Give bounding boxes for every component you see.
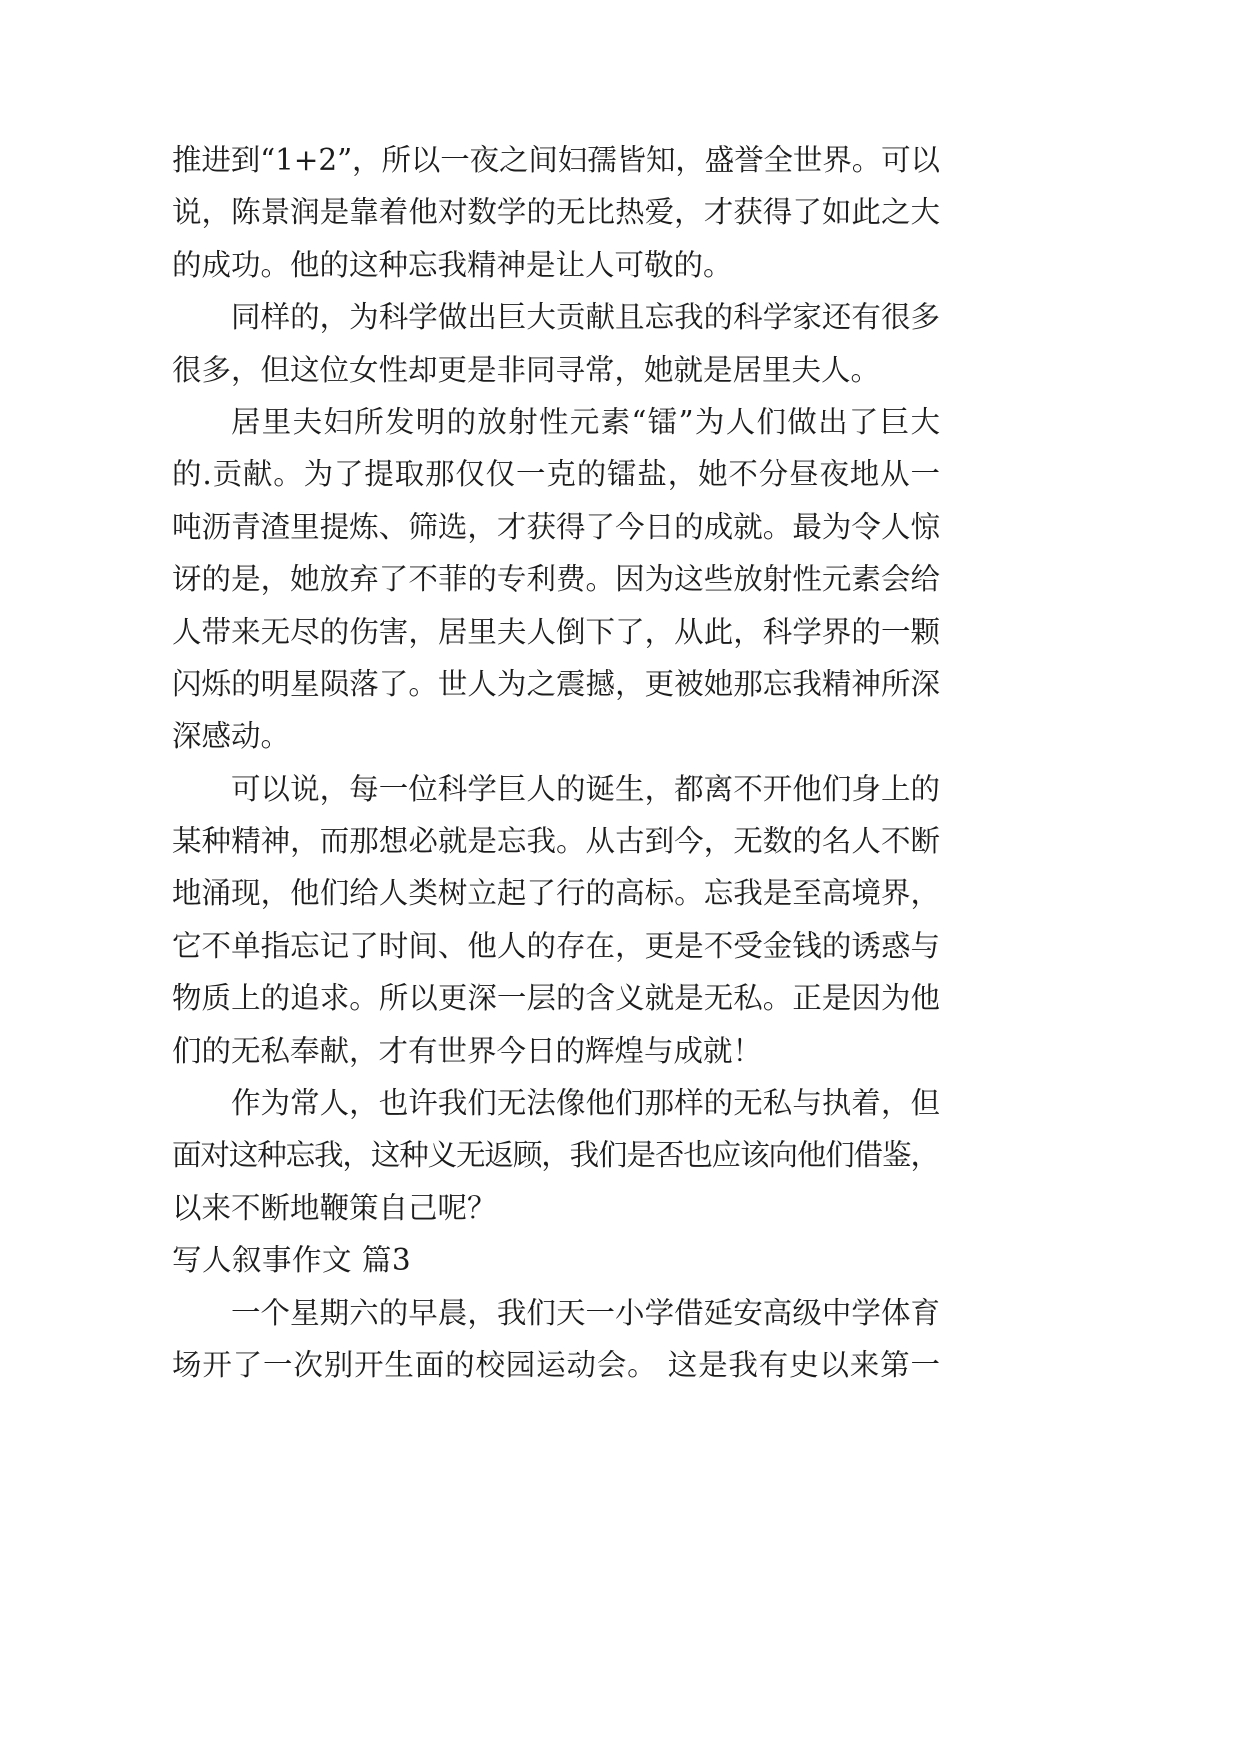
paragraph: [172, 134, 940, 291]
paragraph-line: 吨沥青渣里提炼、筛选，才获得了今日的成就。最为令人惊: [172, 509, 941, 544]
paragraph-line: 面对这种忘我，这种义无返顾，我们是否也应该向他们借鉴，: [172, 1138, 939, 1173]
paragraph-line: 以来不断地鞭策自己呢？: [172, 1190, 497, 1225]
paragraph-line: 某种精神，而那想必就是忘我。从古到今，无数的名人不断: [172, 824, 941, 859]
paragraph-line: 场开了一次别开生面的校园运动会。 这是我有史以来第一: [172, 1347, 941, 1382]
paragraph-line: 作为常人，也许我们无法像他们那样的无私与执着，但: [231, 1086, 941, 1121]
paragraph-line: 一个星期六的早晨，我们天一小学借延安高级中学体育: [231, 1295, 941, 1330]
paragraph-line: 讶的是，她放弃了不菲的专利费。因为这些放射性元素会给: [172, 562, 941, 597]
paragraph-line: 地涌现，他们给人类树立起了行的高标。忘我是至高境界，: [172, 876, 941, 911]
document-body: [172, 134, 940, 1391]
paragraph-line: 人带来无尽的伤害，居里夫人倒下了，从此，科学界的一颗: [172, 614, 941, 649]
section-heading: 写人叙事作文 篇3: [172, 1243, 412, 1278]
paragraph-line: 同样的，为科学做出巨大贡献且忘我的科学家还有很多: [231, 300, 941, 335]
paragraph: [172, 1287, 940, 1392]
paragraph-line: 很多，但这位女性却更是非同寻常，她就是居里夫人。: [172, 352, 881, 387]
paragraph: [172, 396, 940, 763]
paragraph-line: 的.贡献。为了提取那仅仅一克的镭盐，她不分昼夜地从一: [172, 457, 941, 492]
paragraph-line: 居里夫妇所发明的放射性元素“镭”为人们做出了巨大: [231, 404, 942, 439]
paragraph-line: 它不单指忘记了时间、他人的存在，更是不受金钱的诱惑与: [172, 928, 941, 963]
paragraph-line: 的成功。他的这种忘我精神是让人可敬的。: [172, 247, 733, 282]
paragraph-line: 深感动。: [172, 719, 291, 754]
paragraph: [172, 1077, 940, 1234]
paragraph-line: 物质上的追求。所以更深一层的含义就是无私。正是因为他: [172, 981, 941, 1016]
paragraph-line: 推进到“1+2”，所以一夜之间妇孺皆知，盛誉全世界。可以: [172, 143, 940, 177]
paragraph-line: 闪烁的明星陨落了。世人为之震撼，更被她那忘我精神所深: [172, 666, 941, 701]
paragraph: [172, 763, 940, 1077]
paragraph-line: 们的无私奉献，才有世界今日的辉煌与成就！: [172, 1033, 763, 1068]
paragraph-line: 可以说，每一位科学巨人的诞生，都离不开他们身上的: [231, 771, 941, 806]
paragraph-line: 说，陈景润是靠着他对数学的无比热爱，才获得了如此之大: [172, 195, 941, 230]
paragraph: [172, 291, 940, 396]
